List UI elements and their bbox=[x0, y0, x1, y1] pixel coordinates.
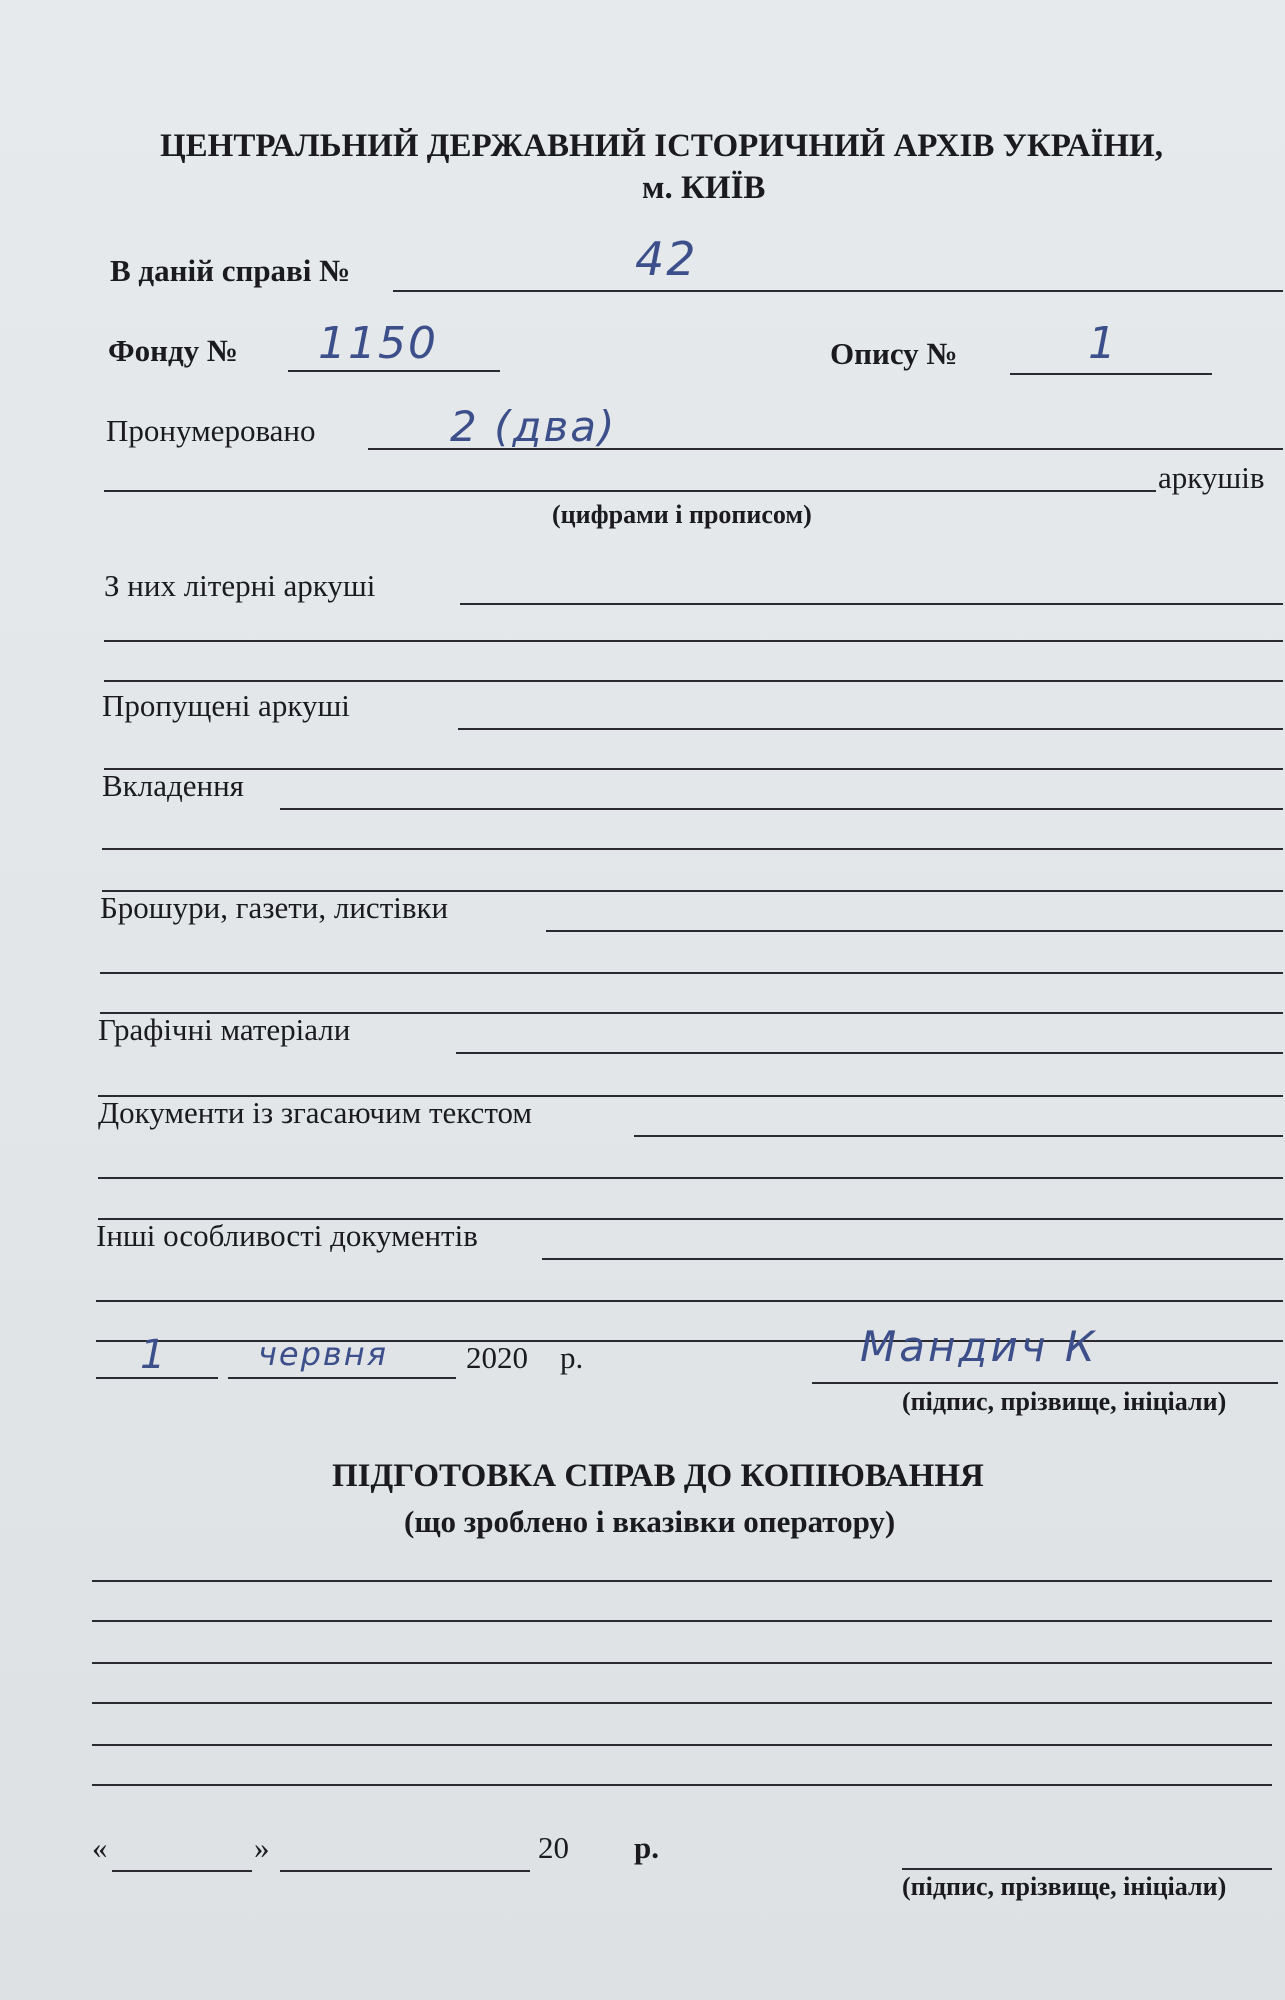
date-month-value: червня bbox=[258, 1335, 388, 1373]
opys-line bbox=[1010, 373, 1212, 375]
date-year-suffix: р. bbox=[560, 1340, 584, 1375]
footer-quote-open: « bbox=[92, 1830, 108, 1865]
opys-value: 1 bbox=[1088, 318, 1118, 369]
date-year: 2020 bbox=[466, 1340, 528, 1375]
instructions-line-6 bbox=[92, 1784, 1272, 1786]
brochures-line-1 bbox=[546, 930, 1283, 932]
literal-sheets-label: З них літерні аркуші bbox=[104, 568, 376, 603]
numbered-value: 2 (два) bbox=[450, 402, 617, 451]
opys-label: Опису № bbox=[830, 336, 958, 371]
footer-quote-close: » bbox=[254, 1830, 270, 1865]
literal-sheets-line-2 bbox=[104, 640, 1283, 642]
signature-line bbox=[812, 1382, 1278, 1384]
fond-line bbox=[288, 370, 500, 372]
instructions-line-5 bbox=[92, 1744, 1272, 1746]
instructions-line-4 bbox=[92, 1702, 1272, 1704]
fond-value: 1150 bbox=[318, 318, 438, 369]
footer-year-prefix: 20 bbox=[538, 1830, 569, 1865]
case-number-label: В даній справі № bbox=[110, 253, 351, 288]
signature-handwritten: Мандич К bbox=[860, 1322, 1098, 1371]
footer-signature-caption: (підпис, прізвище, ініціали) bbox=[902, 1872, 1227, 1901]
instructions-line-2 bbox=[92, 1620, 1272, 1622]
attachments-line-2 bbox=[102, 848, 1283, 850]
archive-city: м. КИЇВ bbox=[642, 170, 766, 206]
footer-signature-line bbox=[902, 1868, 1272, 1870]
graphic-materials-line-1 bbox=[456, 1052, 1283, 1054]
numbered-suffix: аркушів bbox=[1158, 460, 1265, 495]
missing-sheets-line-1 bbox=[458, 728, 1283, 730]
missing-sheets-label: Пропущені аркуші bbox=[102, 688, 350, 723]
other-features-line-1 bbox=[542, 1258, 1283, 1260]
literal-sheets-line-1 bbox=[460, 603, 1283, 605]
fond-label: Фонду № bbox=[108, 333, 239, 368]
graphic-materials-label: Графічні матеріали bbox=[98, 1012, 351, 1047]
archive-title: ЦЕНТРАЛЬНИЙ ДЕРЖАВНИЙ ІСТОРИЧНИЙ АРХІВ УКРАЇНИ, bbox=[160, 128, 1163, 164]
footer-year-suffix: р. bbox=[634, 1830, 659, 1865]
section-title: ПІДГОТОВКА СПРАВ ДО КОПІЮВАННЯ bbox=[332, 1458, 984, 1494]
brochures-line-2 bbox=[100, 972, 1283, 974]
numbered-line-2 bbox=[104, 490, 1156, 492]
signature-caption: (підпис, прізвище, ініціали) bbox=[902, 1387, 1227, 1416]
other-features-label: Інші особливості документів bbox=[96, 1218, 478, 1253]
fading-text-line-2 bbox=[98, 1177, 1283, 1179]
attachments-label: Вкладення bbox=[102, 768, 244, 803]
case-number-value: 42 bbox=[635, 232, 698, 286]
fading-text-line-1 bbox=[634, 1135, 1283, 1137]
instructions-line-3 bbox=[92, 1662, 1272, 1664]
brochures-label: Брошури, газети, листівки bbox=[100, 890, 449, 925]
footer-month-line bbox=[280, 1870, 530, 1872]
numbered-label: Пронумеровано bbox=[106, 413, 316, 448]
attachments-line-1 bbox=[280, 808, 1283, 810]
date-month-line bbox=[228, 1377, 456, 1379]
footer-day-line bbox=[112, 1870, 252, 1872]
literal-sheets-line-3 bbox=[104, 680, 1283, 682]
missing-sheets-line-2 bbox=[104, 768, 1283, 770]
instructions-line-1 bbox=[92, 1580, 1272, 1582]
numbered-caption: (цифрами і прописом) bbox=[552, 500, 812, 529]
other-features-line-2 bbox=[96, 1300, 1283, 1302]
date-day-value: 1 bbox=[140, 1332, 168, 1378]
case-number-line bbox=[393, 290, 1283, 292]
fading-text-label: Документи із згасаючим текстом bbox=[98, 1095, 532, 1130]
section-subtitle: (що зроблено і вказівки оператору) bbox=[404, 1504, 896, 1539]
